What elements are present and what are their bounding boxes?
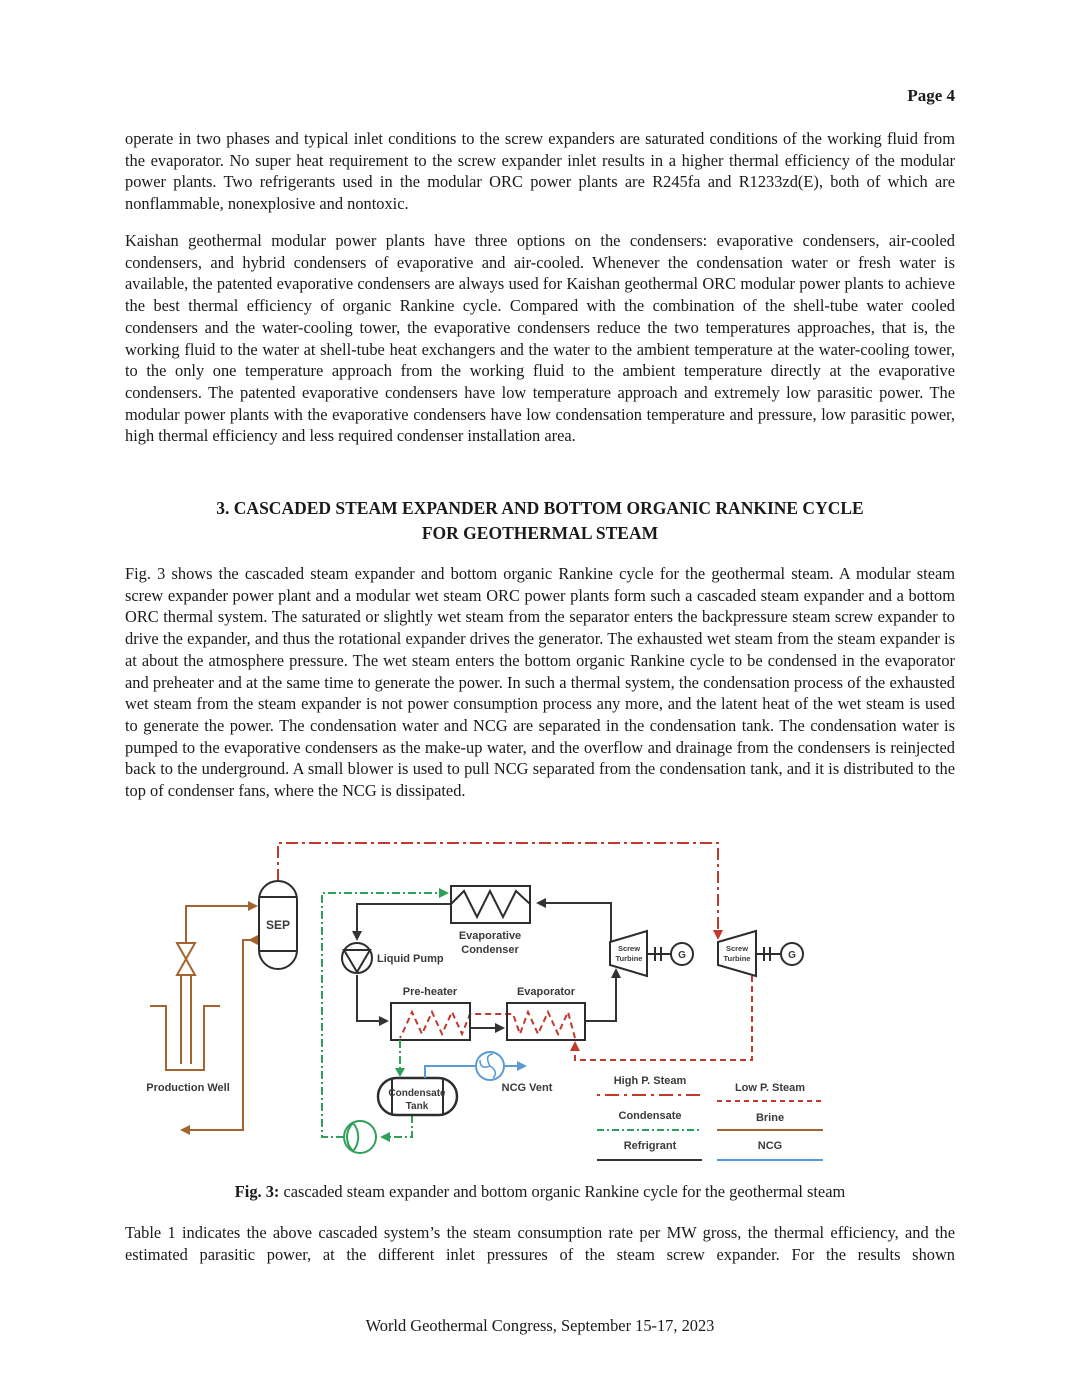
- section-heading-line1: 3. CASCADED STEAM EXPANDER AND BOTTOM ORGANIC RANKINE CYCLE: [216, 498, 864, 518]
- figure-3: [100, 826, 980, 1183]
- well-to-separator-pipe: [186, 906, 248, 943]
- evaporator-label: Evaporator: [516, 986, 576, 998]
- liquid-pump: [342, 943, 372, 973]
- section-heading-line2: FOR GEOTHERMAL STEAM: [421, 523, 659, 543]
- figure-caption-text: cascaded steam expander and bottom organic Rankine cycle for the geothermal steam: [279, 1182, 846, 1201]
- well-production-pipe: [181, 975, 191, 1064]
- arrow-into-preheater: [379, 1016, 389, 1026]
- legend-brine-label: Brine: [755, 1112, 785, 1124]
- production-well-label: Production Well: [146, 1082, 230, 1094]
- paragraph-1: operate in two phases and typical inlet conditions to the screw expanders are saturated conditions of the working fluid from the evaporator. No super heat requirement to the screw expander inlet results in a higher thermal efficiency of the modular power plants. Two refrigerants used in the modular ORC power plants are R245fa and R1233zd(E), both of which are nonflammable, nonexplosive and nontoxic.: [125, 129, 955, 214]
- legend-high-p-steam-label: High P. Steam: [613, 1075, 687, 1087]
- condenser-to-pump-line: [357, 904, 451, 934]
- figure-caption-label: Fig. 3:: [234, 1182, 280, 1201]
- condensate-pump: [344, 1121, 376, 1153]
- orc-generator-label: G: [678, 950, 686, 961]
- steam-shaft: [756, 947, 781, 961]
- section-heading: [125, 496, 955, 546]
- legend-ncg-label: NCG: [757, 1140, 783, 1152]
- steam-turbine-label-1: Screw: [725, 944, 749, 953]
- evaporator-steam-coil: [400, 1012, 575, 1038]
- figure-caption: [125, 1182, 955, 1202]
- orc-turbine-label-1: Screw: [617, 944, 641, 953]
- pre-heater-label: Pre-heater: [402, 986, 458, 998]
- pump-to-preheater-line: [357, 975, 381, 1021]
- evaporative-condenser-label-2: Condenser: [461, 944, 519, 956]
- arrow-into-condensate-pump: [380, 1132, 390, 1142]
- condensate-tank: [378, 1078, 457, 1115]
- evaporative-condenser-label-1: Evaporative: [458, 930, 522, 942]
- ncg-vent-label: NCG Vent: [501, 1082, 553, 1094]
- ncg-line: [425, 1052, 527, 1080]
- turbine-to-condenser-line: [540, 903, 611, 942]
- orc-shaft: [647, 947, 671, 961]
- paragraph-3: Fig. 3 shows the cascaded steam expander and bottom organic Rankine cycle for the geothermal steam. A modular steam screw expander power plant and a modular wet steam ORC power plants form such a cascaded steam expander and a bottom ORC thermal system. The saturated or slightly wet steam from the separator enters the backpressure steam screw expander to drive the expander, and thus the rotational expander drives the generator. The exhausted wet steam from the steam expander is at about the atmosphere pressure. The wet steam enters the bottom organic Rankine cycle to be condensed in the evaporator and preheater and at the same time to generate the power. In such a thermal system, the condensation process of the exhausted wet steam from the steam expander is not power consumption process any more, and the latent heat of the wet steam is used to generate the power. The condensation water and NCG are separated in the condensation tank. The condensation water is pumped to the evaporative condensers as the make-up water, and the overflow and drainage from the condensers is reinjected back to the underground. A small blower is used to pull NCG separated from the condensation tank, and it is distributed to the top of condenser fans, where the NCG is dissipated.: [125, 564, 955, 801]
- paragraph-4: Table 1 indicates the above cascaded system’s the steam consumption rate per MW gross, the thermal efficiency, and the estimated parasitic power, at the different inlet pressures of the steam screw expander. For the results shown: [125, 1223, 955, 1264]
- evaporative-condenser: [451, 886, 530, 956]
- legend-low-p-steam-label: Low P. Steam: [734, 1082, 806, 1094]
- legend-refrigrant-label: Refrigrant: [623, 1140, 677, 1152]
- evaporator: [507, 986, 585, 1040]
- figure-legend: [597, 1075, 823, 1160]
- arrow-into-evaporator: [495, 1023, 505, 1033]
- page-footer: World Geothermal Congress, September 15-17, 2023: [365, 1316, 715, 1335]
- paragraph-2: Kaishan geothermal modular power plants have three options on the condensers: evaporative condensers, air-cooled condensers, and hybrid condensers of evaporative and air-cooled. Whenever the condensation water or fresh water is available, the patented evaporative condensers are always used for Kaishan geothermal ORC modular power plants to achieve the best thermal efficiency of organic Rankine cycle. Compared with the combination of the shell-tube water cooled condensers and the water-cooling tower, the evaporative condensers reduce the two temperatures approaches, that is, the working fluid to the water at shell-tube heat exchangers and the water to the ambient temperature at the water-cooling tower, to the only one temperature approach from the working fluid to the ambient temperature directly at the evaporative condensers. The patented evaporative condensers have low temperature approach and extremely low parasitic power. The modular power plants with the evaporative condensers have low condensation temperature and pressure, low parasitic power, high thermal efficiency and less required condenser installation area.: [125, 231, 955, 446]
- separator-label: SEP: [265, 918, 291, 932]
- arrow-into-liquid-pump: [352, 931, 362, 941]
- arrow-into-tank: [395, 1068, 405, 1077]
- turbine-exhaust-path: [575, 976, 752, 1060]
- condensate-tank-label-1: Condensate: [388, 1088, 446, 1099]
- brine-outlet-pipe: [188, 940, 262, 1130]
- steam-generator-label: G: [788, 950, 796, 961]
- figure-3-diagram: [100, 826, 980, 1178]
- wellhead-valve-lower: [177, 959, 195, 975]
- condensate-tank-label-2: Tank: [405, 1101, 429, 1112]
- steam-turbine-label-2: Turbine: [723, 954, 751, 963]
- steam-arrow-into-turbine: [713, 930, 723, 940]
- tank-to-pump-line: [390, 1115, 412, 1137]
- steam-arrow-into-evaporator: [570, 1041, 580, 1051]
- evaporator-to-turbine-line: [585, 978, 616, 1021]
- makeup-water-arrow: [439, 888, 449, 898]
- brine-circuit: [150, 901, 262, 1135]
- arrow-into-condenser: [536, 898, 546, 908]
- legend-condensate-label: Condensate: [618, 1110, 682, 1122]
- page-number: Page 4: [907, 86, 955, 105]
- liquid-pump-label: Liquid Pump: [377, 953, 444, 965]
- brine-out-arrow: [248, 935, 258, 945]
- arrow-into-orc-turbine: [611, 968, 621, 978]
- production-well-shape: [150, 1006, 220, 1070]
- flow-arrow-into-separator: [248, 901, 258, 911]
- tank-to-fan-line: [425, 1066, 475, 1078]
- separator-vessel: [259, 881, 297, 969]
- reinjection-arrow: [180, 1125, 190, 1135]
- orc-turbine-label-2: Turbine: [615, 954, 643, 963]
- ncg-out-arrow: [517, 1061, 527, 1071]
- wellhead-valve-upper: [177, 943, 195, 959]
